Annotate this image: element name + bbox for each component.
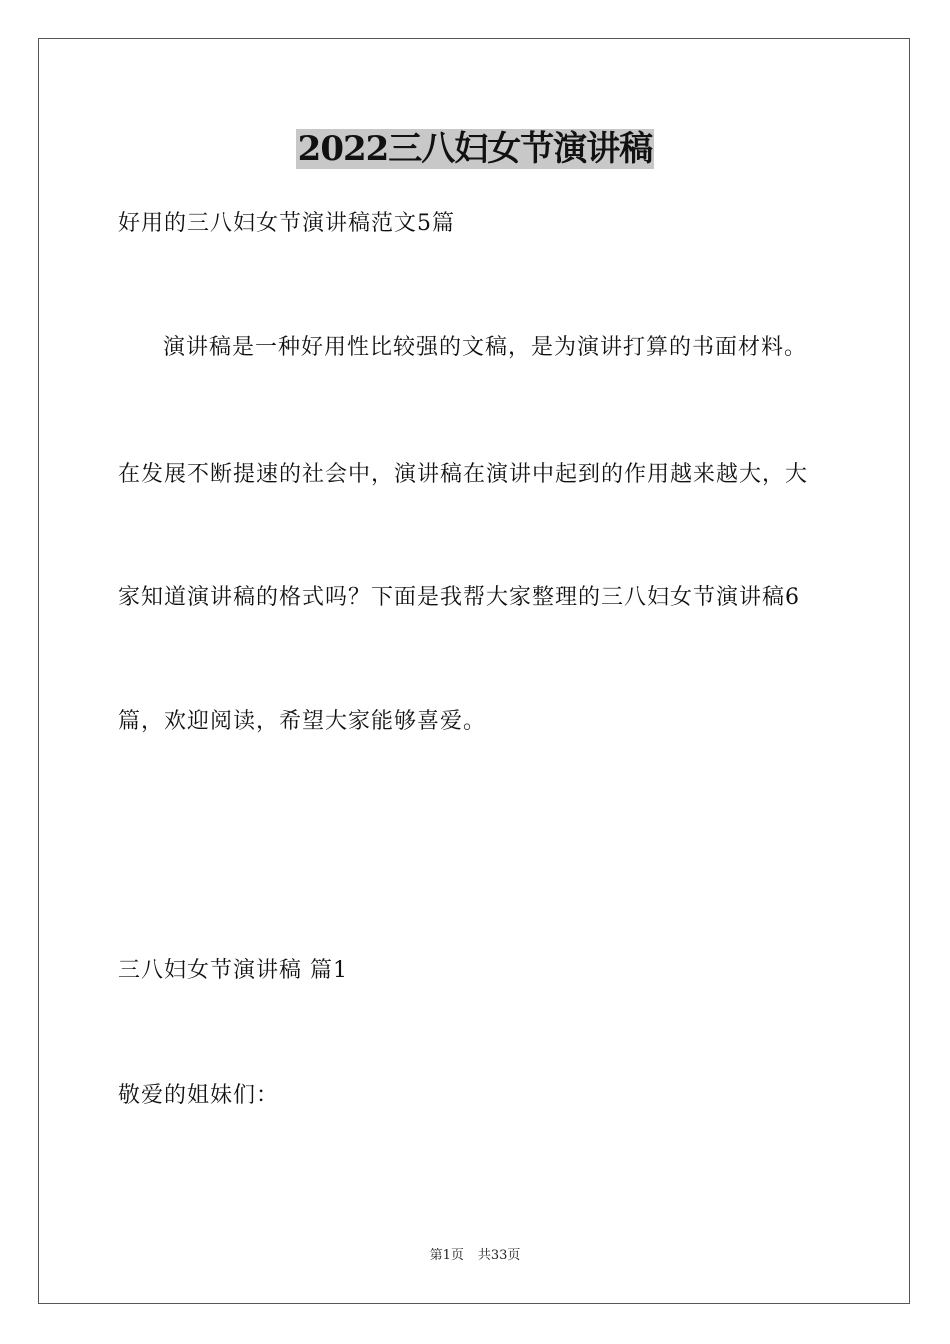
intro-line-1: 演讲稿是一种好用性比较强的文稿，是为演讲打算的书面材料。 <box>163 335 808 360</box>
document-title <box>0 128 950 170</box>
page-number: 第1页 <box>429 1248 464 1263</box>
document-title-text: 2022三八妇女节演讲稿 <box>297 129 653 169</box>
section-heading: 三八妇女节演讲稿 篇1 <box>118 958 348 983</box>
document-subtitle: 好用的三八妇女节演讲稿范文5篇 <box>118 211 455 236</box>
page-total: 共33页 <box>477 1248 521 1263</box>
salutation: 敬爱的姐妹们： <box>118 1083 280 1108</box>
intro-line-3: 家知道演讲稿的格式吗？下面是我帮大家整理的三八妇女节演讲稿6 <box>118 585 800 610</box>
page-footer <box>0 1247 950 1265</box>
intro-line-4: 篇，欢迎阅读，希望大家能够喜爱。 <box>118 709 487 734</box>
intro-line-2: 在发展不断提速的社会中，演讲稿在演讲中起到的作用越来越大，大 <box>118 462 809 487</box>
